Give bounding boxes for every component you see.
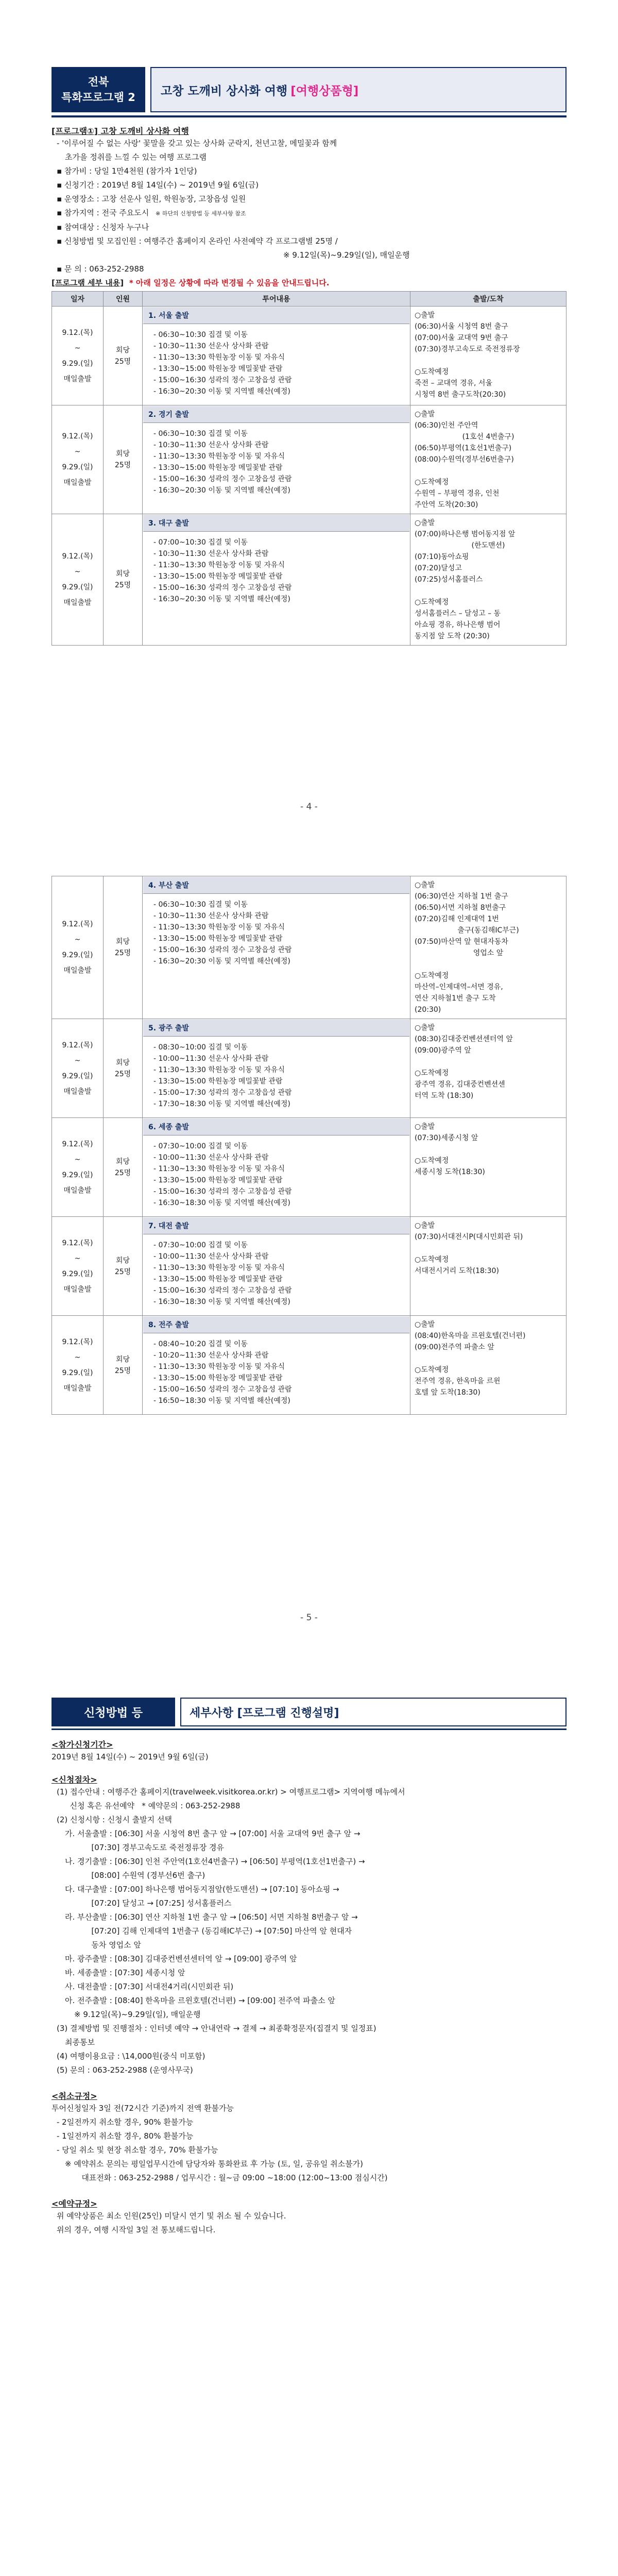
people-cell xyxy=(104,514,143,646)
people-text: 회당 xyxy=(115,1256,130,1265)
period-line: ▪ 신청기간 : 2019년 8월 14일(수) ~ 2019년 9월 6일(금) xyxy=(57,180,259,190)
meet-line: (07:00)서울 교대역 9번 출구 xyxy=(415,334,508,342)
meet-line: 출구(동김해IC부근) xyxy=(457,926,519,935)
tour-item: - 11:30~13:30 학원농장 이동 및 자유식 xyxy=(153,1264,285,1272)
procedure-title: <신청절차> xyxy=(52,1775,97,1785)
cancel-list xyxy=(52,2102,566,2185)
tour-cell xyxy=(143,307,410,405)
meet-line: 터역 도착 (18:30) xyxy=(415,1092,474,1100)
meet-line: 시청역 8번 출구도착(20:30) xyxy=(415,391,506,399)
tour-item: - 11:30~13:30 학원농장 이동 및 자유식 xyxy=(153,1066,285,1074)
tour-item: - 07:00~10:30 집결 및 이동 xyxy=(153,538,248,547)
tour-item: - 16:30~18:30 이동 및 지역별 해산(예정) xyxy=(153,1298,290,1306)
cancel-line: - 1일전까지 취소할 경우, 80% 환불가능 xyxy=(57,2131,194,2141)
procedure-line: 다. 대구출발 : [07:00] 하나은행 범어동지점앞(한도맨션) → [07:10] 동아쇼핑 → xyxy=(65,1885,339,1894)
page-number: - 4 - xyxy=(300,802,318,812)
detail-label: [프로그램 세부 내용] xyxy=(52,278,124,287)
meet-line: 죽전 – 교대역 경유, 서울 xyxy=(415,379,492,387)
meet-line: 영업소 앞 xyxy=(473,949,504,957)
procedure-line: [07:30] 경부고속도로 죽전정류장 경유 xyxy=(74,1843,224,1852)
tour-item: - 15:00~16:30 성곽의 정수 고창읍성 관람 xyxy=(153,1286,292,1295)
route-title: 6. 세종 출발 xyxy=(143,1118,409,1136)
meet-line: ○도착예정 xyxy=(415,1366,449,1374)
people-cell xyxy=(104,1316,143,1415)
meet-line: (1호선 4번출구) xyxy=(462,433,514,441)
tour-items xyxy=(143,1136,409,1216)
date-text: 9.29.(일) xyxy=(62,1368,93,1377)
procedure-line: 동차 영업소 앞 xyxy=(74,1940,141,1950)
meet-line: (20:30) xyxy=(415,1006,441,1014)
tour-item: - 13:30~15:00 학원농장 메밀꽃밭 관람 xyxy=(153,1374,283,1382)
route-title: 1. 서울 출발 xyxy=(143,307,409,324)
meet-line: ○도착예정 xyxy=(415,598,449,606)
date-text: ~ xyxy=(74,1353,81,1362)
meet-line: ○도착예정 xyxy=(415,478,449,486)
people-text: 25명 xyxy=(114,357,131,366)
date-text: 9.12.(목) xyxy=(62,920,93,928)
procedure-line: 마. 광주출발 : [08:30] 김대중컨벤션센터역 앞 → [09:00] 광주역 앞 xyxy=(65,1954,297,1963)
tour-cell xyxy=(143,876,410,1019)
tour-item: - 10:00~11:30 선운사 상사화 관람 xyxy=(153,1154,269,1162)
meet-line xyxy=(415,1056,562,1067)
program-desc-2: 초가을 정취를 느낄 수 있는 여행 프로그램 xyxy=(65,152,207,162)
method-note: ※ 9.12일(목)~9.29일(일), 매일운행 xyxy=(283,250,410,260)
tour-item: - 11:30~13:30 학원농장 이동 및 자유식 xyxy=(153,1363,285,1371)
program-badge xyxy=(52,67,145,112)
meet-line: ○출발 xyxy=(415,1123,435,1131)
detail-note: * 아래 일정은 상황에 따라 변경될 수 있음을 안내드립니다. xyxy=(129,278,330,287)
date-text: ~ xyxy=(74,936,81,944)
meet-line: ○출발 xyxy=(415,311,435,319)
meet-line: (06:50)부평역(1호선1번출구) xyxy=(415,444,512,452)
tour-item: - 13:30~15:00 학원농장 메밀꽃밭 관람 xyxy=(153,1077,283,1086)
cancel-line: ※ 예약취소 문의는 평일업무시간에 담당자와 통화완료 후 가능 (토, 일, 공유일 취소불가) xyxy=(65,2159,363,2168)
meet-line: ○출발 xyxy=(415,1024,435,1032)
meet-line: 성서홈플러스 – 달성고 – 동 xyxy=(415,609,501,618)
tour-item: - 10:30~11:30 선운사 상사화 관람 xyxy=(153,912,269,920)
tour-item: - 11:30~13:30 학원농장 이동 및 자유식 xyxy=(153,353,285,362)
detail-heading xyxy=(52,276,566,290)
schedule-table-1 xyxy=(52,291,566,646)
people-text: 회당 xyxy=(115,570,130,578)
cancel-line: 투어신청일자 3일 전(72시간 기준)까지 전액 환불가능 xyxy=(52,2104,234,2113)
meet-line: 연산 지하철1번 출구 도착 xyxy=(415,994,496,1003)
col-date: 일자 xyxy=(52,292,104,307)
tour-item: - 15:00~16:30 성곽의 정수 고창읍성 관람 xyxy=(153,584,292,592)
tour-item: - 13:30~15:00 학원농장 메밀꽃밭 관람 xyxy=(153,572,283,581)
meet-line: 광주역 경유, 김대중컨벤션센 xyxy=(415,1080,505,1089)
date-text: 9.12.(목) xyxy=(62,328,93,337)
meet-line xyxy=(415,959,562,970)
table-row xyxy=(52,514,566,646)
meet-line: 동지점 앞 도착 (20:30) xyxy=(415,632,490,640)
tour-item: - 10:30~11:30 선운사 상사화 관람 xyxy=(153,342,269,350)
date-cell xyxy=(52,1217,104,1316)
people-text: 회당 xyxy=(115,450,130,458)
table-row xyxy=(52,1118,566,1217)
date-text: 9.29.(일) xyxy=(62,951,93,959)
program-desc-1: - '이루어질 수 없는 사랑' 꽃말을 갖고 있는 상사화 군락지, 천년고찰, 메밀꽃과 함께 xyxy=(57,139,337,148)
details-title: 세부사항 [프로그램 진행설명] xyxy=(180,1698,566,1726)
procedure-line: 아. 전주출발 : [08:40] 한옥마을 르윈호텔(건너편) → [09:00] 전주역 파출소 앞 xyxy=(65,1996,335,2005)
meet-line: 수원역 – 부평역 경유, 인천 xyxy=(415,489,500,498)
target-line xyxy=(52,206,566,221)
procedure-line: [08:00] 수원역 (경부선6번 출구) xyxy=(74,1871,205,1880)
procedure-line: (5) 문의 : 063-252-2988 (운영사무국) xyxy=(57,2065,193,2075)
meet-cell xyxy=(410,1019,566,1118)
procedure-line: 가. 서울출발 : [06:30] 서울 시청역 8번 출구 앞 → [07:00] 서울 교대역 9번 출구 앞 → xyxy=(65,1829,360,1838)
tour-item: - 17:30~18:30 이동 및 지역별 해산(예정) xyxy=(153,1100,290,1108)
tour-item: - 06:30~10:30 집결 및 이동 xyxy=(153,430,248,438)
date-text: 9.12.(목) xyxy=(62,1041,93,1049)
date-text: ~ xyxy=(74,448,81,456)
tour-item: - 16:30~20:30 이동 및 지역별 해산(예정) xyxy=(153,486,290,495)
tour-items xyxy=(143,1333,409,1414)
reserve-line: 위 예약상품은 최소 인원(25인) 미달시 연기 및 취소 될 수 있습니다. xyxy=(57,2211,286,2221)
tour-item: - 15:00~16:30 성곽의 정수 고창읍성 관람 xyxy=(153,1188,292,1196)
route-title: 5. 광주 출발 xyxy=(143,1020,409,1037)
audience-line: ▪ 참여대상 : 신청자 누구나 xyxy=(57,223,149,232)
people-text: 25명 xyxy=(114,581,131,589)
page-6 xyxy=(0,1638,618,2576)
table-row xyxy=(52,1316,566,1415)
tour-item: - 10:00~11:30 선운사 상사화 관람 xyxy=(153,1252,269,1261)
meet-line: 세종시청 도착(18:30) xyxy=(415,1168,485,1176)
people-text: 25명 xyxy=(114,461,131,469)
people-text: 25명 xyxy=(114,949,131,957)
tour-cell xyxy=(143,1019,410,1118)
date-text: ~ xyxy=(74,1056,81,1065)
reserve-line: 위의 경우, 여행 시작일 3일 전 통보해드립니다. xyxy=(57,2225,216,2234)
people-cell xyxy=(104,876,143,1019)
header-divider xyxy=(52,115,566,117)
program-title: 고창 도깨비 상사화 여행 xyxy=(161,84,288,98)
date-text: 9.29.(일) xyxy=(62,359,93,368)
meet-line: (07:30)세종시청 앞 xyxy=(415,1134,478,1142)
meet-line: 서대전시거리 도착(18:30) xyxy=(415,1267,499,1275)
col-people: 인원 xyxy=(104,292,143,307)
meet-line: ○도착예정 xyxy=(415,1256,449,1264)
route-title: 8. 전주 출발 xyxy=(143,1316,409,1333)
date-cell xyxy=(52,307,104,405)
date-cell xyxy=(52,1316,104,1415)
people-cell xyxy=(104,1019,143,1118)
tour-item: - 15:00~16:30 성곽의 정수 고창읍성 관람 xyxy=(153,475,292,483)
meet-line: (07:20)김해 인제대역 1번 xyxy=(415,915,499,923)
tour-item: - 15:00~16:50 성곽의 정수 고창읍성 관람 xyxy=(153,1385,292,1394)
date-text: 9.29.(일) xyxy=(62,583,93,591)
fee-line: ▪ 참가비 : 당일 1만4천원 (참가자 1인당) xyxy=(57,166,197,176)
table-header-row xyxy=(52,292,566,307)
cancel-line: - 2일전까지 취소할 경우, 90% 환불가능 xyxy=(57,2117,194,2127)
procedure-line: [07:20] 김해 인제대역 1번출구 (동김해IC부근) → [07:50] 마산역 앞 현대자 xyxy=(74,1926,352,1936)
tour-item: - 16:30~20:30 이동 및 지역별 해산(예정) xyxy=(153,957,290,965)
date-text: 매일출발 xyxy=(63,599,92,607)
date-text: 매일출발 xyxy=(63,1384,92,1393)
details-divider xyxy=(52,1728,566,1730)
date-text: 매일출발 xyxy=(63,1285,92,1294)
meet-cell xyxy=(410,307,566,405)
date-text: 매일출발 xyxy=(63,1186,92,1195)
tour-item: - 10:00~11:30 선운사 상사화 관람 xyxy=(153,1055,269,1063)
date-cell xyxy=(52,876,104,1019)
cancel-line: - 당일 취소 및 현장 취소할 경우, 70% 환불가능 xyxy=(57,2145,218,2155)
tour-item: - 10:30~11:30 선운사 상사화 관람 xyxy=(153,550,269,558)
people-cell xyxy=(104,405,143,514)
meet-line: 호텔 앞 도착(18:30) xyxy=(415,1388,480,1397)
meet-line: (06:50)서면 지하철 8번출구 xyxy=(415,904,506,912)
meet-line xyxy=(415,465,562,477)
meet-line: (08:00)수원역(경부선6번출구) xyxy=(415,455,514,464)
page-5 xyxy=(0,819,618,1638)
meet-line: (07:10)동아쇼핑 xyxy=(415,553,469,561)
route-rows xyxy=(52,307,566,646)
people-text: 25명 xyxy=(114,1070,131,1078)
meet-line: (07:25)성서홈플러스 xyxy=(415,575,483,584)
procedure-line: 사. 대전출발 : [07:30] 서대전4거리(시민회관 뒤) xyxy=(65,1982,234,1991)
col-tour: 투어내용 xyxy=(143,292,410,307)
tour-item: - 13:30~15:00 학원농장 메밀꽃밭 관람 xyxy=(153,464,283,472)
people-text: 25명 xyxy=(114,1366,131,1375)
reserve-list xyxy=(52,2209,566,2237)
procedure-list xyxy=(52,1785,566,2077)
meet-cell xyxy=(410,876,566,1019)
people-cell xyxy=(104,307,143,405)
apply-period-title: <참가신청기간> xyxy=(52,1740,113,1750)
route-rows xyxy=(52,876,566,1415)
tour-item: - 15:00~16:30 성곽의 정수 고창읍성 관람 xyxy=(153,376,292,384)
method-line: ▪ 신청방법 및 모집인원 : 여행주간 홈페이지 온라인 사전예약 각 프로그램별 25명 / xyxy=(57,236,338,246)
meet-line: ○도착예정 xyxy=(415,1157,449,1165)
route-title: 2. 경기 출발 xyxy=(143,406,409,423)
date-text: 매일출발 xyxy=(63,479,92,487)
meet-line: (09:00)전주역 파출소 앞 xyxy=(415,1343,494,1351)
date-text: 9.12.(목) xyxy=(62,1337,93,1346)
tour-items xyxy=(143,1234,409,1315)
meet-line: ○도착예정 xyxy=(415,368,449,376)
tour-item: - 08:40~10:20 집결 및 이동 xyxy=(153,1340,248,1348)
procedure-line: 바. 세종출발 : [07:30] 세종시청 앞 xyxy=(65,1968,185,1977)
venue-line: ▪ 운영장소 : 고창 선운사 일원, 학원농장, 고창읍성 일원 xyxy=(57,194,246,204)
tour-item: - 07:30~10:00 집결 및 이동 xyxy=(153,1241,248,1249)
date-cell xyxy=(52,514,104,646)
table-row xyxy=(52,307,566,405)
tour-item: - 11:30~13:30 학원농장 이동 및 자유식 xyxy=(153,452,285,461)
tour-items xyxy=(143,532,409,612)
meet-cell xyxy=(410,1118,566,1217)
meet-line: (08:30)김대중컨벤션센터역 앞 xyxy=(415,1035,513,1043)
reserve-title: <예약규정> xyxy=(52,2199,97,2209)
meet-line: (07:30)서대전시P(대시민회관 뒤) xyxy=(415,1233,523,1241)
meet-cell xyxy=(410,1217,566,1316)
route-title: 4. 부산 출발 xyxy=(143,877,409,894)
meet-line: (06:30)서울 시청역 8번 출구 xyxy=(415,323,508,331)
meet-line: 전주역 경유, 한옥마을 르윈 xyxy=(415,1377,501,1385)
procedure-line: ※ 9.12일(목)~9.29일(일), 매일운행 xyxy=(74,2010,201,2019)
meet-line: ○출발 xyxy=(415,1320,435,1329)
program-header xyxy=(52,67,566,112)
meet-cell xyxy=(410,405,566,514)
meet-line: (09:00)광주역 앞 xyxy=(415,1046,471,1055)
people-text: 회당 xyxy=(115,1157,130,1166)
tour-items xyxy=(143,894,409,974)
tour-item: - 11:30~13:30 학원농장 이동 및 자유식 xyxy=(153,561,285,569)
people-text: 25명 xyxy=(114,1267,131,1276)
procedure-line: [07:20] 달성고 → [07:25] 성서홈플러스 xyxy=(74,1899,232,1908)
target-note: ※ 하단의 신청방법 등 세부사항 참조 xyxy=(155,210,246,217)
procedure-line: (4) 여행이용요금 : \14,000원(중식 미포함) xyxy=(57,2052,205,2061)
tour-cell xyxy=(143,405,410,514)
table-row xyxy=(52,876,566,1019)
date-text: 9.12.(목) xyxy=(62,1140,93,1148)
program-title-box xyxy=(150,67,566,112)
route-title: 7. 대전 출발 xyxy=(143,1217,409,1234)
tour-item: - 08:30~10:00 집결 및 이동 xyxy=(153,1043,248,1052)
program-tag: [여행상품형] xyxy=(290,84,359,98)
procedure-line: 라. 부산출발 : [06:30] 연산 지하철 1번 출구 앞 → [06:50] 서면 지하철 8번출구 앞 → xyxy=(65,1912,358,1922)
meet-line: (07:20)달성고 xyxy=(415,564,462,572)
people-text: 회당 xyxy=(115,1058,130,1067)
date-text: 매일출발 xyxy=(63,375,92,383)
meet-line: (07:30)경부고속도로 죽전정류장 xyxy=(415,345,520,353)
tour-item: - 07:30~10:00 집결 및 이동 xyxy=(153,1142,248,1150)
meet-line xyxy=(415,1243,562,1254)
tour-items xyxy=(143,423,409,503)
tour-item: - 13:30~15:00 학원농장 메밀꽃밭 관람 xyxy=(153,1275,283,1283)
tour-item: - 13:30~15:00 학원농장 메밀꽃밭 관람 xyxy=(153,1176,283,1184)
tour-item: - 10:30~11:30 선운사 상사화 관람 xyxy=(153,441,269,449)
page-4 xyxy=(0,0,618,819)
meet-cell xyxy=(410,514,566,646)
program-section-title: [프로그램①] 고창 도깨비 상사화 여행 xyxy=(52,126,189,136)
meet-line: (06:30)인천 주안역 xyxy=(415,421,478,430)
meet-line: 마산역–인제대역–서면 경유, xyxy=(415,983,503,991)
people-cell xyxy=(104,1118,143,1217)
meet-line: (06:30)연산 지하철 1번 출구 xyxy=(415,892,508,901)
col-meet: 출발/도착 xyxy=(410,292,566,307)
tour-item: - 16:30~20:30 이동 및 지역별 해산(예정) xyxy=(153,387,290,396)
meet-line: 주안역 도착(20:30) xyxy=(415,501,478,509)
people-text: 25명 xyxy=(114,1168,131,1177)
tour-item: - 15:00~17:30 성곽의 정수 고창읍성 관람 xyxy=(153,1089,292,1097)
meet-line xyxy=(415,355,562,366)
tour-item: - 16:50~18:30 이동 및 지역별 해산(예정) xyxy=(153,1397,290,1405)
procedure-line: 나. 경기출발 : [06:30] 인천 주안역(1호선4번출구) → [06:50] 부평역(1호선1번출구) → xyxy=(65,1857,365,1866)
tour-item: - 16:30~18:30 이동 및 지역별 해산(예정) xyxy=(153,1199,290,1207)
tour-cell xyxy=(143,1316,410,1415)
meet-line: ○도착예정 xyxy=(415,972,449,980)
meet-line xyxy=(415,1353,562,1364)
date-text: 매일출발 xyxy=(63,967,92,975)
meet-line: ○출발 xyxy=(415,519,435,527)
tour-items xyxy=(143,1037,409,1117)
date-text: ~ xyxy=(74,1254,81,1263)
procedure-line: (1) 접수안내 : 여행주간 홈페이지(travelweek.visitkorea.or.kr) > 여행프로그램> 지역여행 메뉴에서 xyxy=(57,1787,405,1797)
meet-line: ○출발 xyxy=(415,1222,435,1230)
date-text: ~ xyxy=(74,568,81,576)
date-text: ~ xyxy=(74,344,81,352)
meet-line xyxy=(415,1144,562,1155)
schedule-table-2 xyxy=(52,876,566,1415)
details-badge: 신청방법 등 xyxy=(52,1698,175,1726)
tour-item: - 06:30~10:30 집결 및 이동 xyxy=(153,901,248,909)
badge-line1: 전북 xyxy=(88,76,109,88)
table-row xyxy=(52,1217,566,1316)
tour-items xyxy=(143,324,409,404)
tour-item: - 15:00~16:30 성곽의 정수 고창읍성 관람 xyxy=(153,946,292,954)
meet-line: ○도착예정 xyxy=(415,1069,449,1077)
apply-period-text: 2019년 8월 14일(수) ~ 2019년 9월 6일(금) xyxy=(52,1752,209,1761)
date-text: ~ xyxy=(74,1155,81,1164)
target-text: ▪ 참가지역 : 전국 주요도시 xyxy=(57,208,149,217)
date-text: 9.12.(목) xyxy=(62,552,93,561)
route-title: 3. 대구 출발 xyxy=(143,515,409,532)
tour-item: - 11:30~13:30 학원농장 이동 및 자유식 xyxy=(153,923,285,931)
date-text: 9.29.(일) xyxy=(62,1269,93,1278)
cancel-title: <취소규정> xyxy=(52,2091,97,2101)
meet-line: (한도맨션) xyxy=(471,541,505,550)
date-text: 9.12.(목) xyxy=(62,1239,93,1247)
meet-line: 아쇼핑 경유, 하나은행 범어 xyxy=(415,621,501,629)
badge-line2: 특화프로그램 2 xyxy=(61,91,135,104)
date-cell xyxy=(52,405,104,514)
procedure-line: 신청 혹은 유선예약 * 예약문의 : 063-252-2988 xyxy=(65,1801,241,1810)
meet-line: (07:00)하나은행 범어동지점 앞 xyxy=(415,530,516,538)
tour-cell xyxy=(143,1118,410,1217)
date-text: 매일출발 xyxy=(63,1087,92,1096)
table-row xyxy=(52,1019,566,1118)
people-text: 회당 xyxy=(115,938,130,946)
people-text: 회당 xyxy=(115,1355,130,1364)
page-number: - 5 - xyxy=(300,1613,318,1623)
procedure-line: 최종통보 xyxy=(65,2038,95,2047)
tour-item: - 11:30~13:30 학원농장 이동 및 자유식 xyxy=(153,1165,285,1173)
date-cell xyxy=(52,1019,104,1118)
cancel-line: 대표전화 : 063-252-2988 / 업무시간 : 월~금 09:00 ~18:00 (12:00~13:00 점심시간) xyxy=(74,2173,388,2182)
contact-line: ▪ 문 의 : 063-252-2988 xyxy=(57,264,144,274)
procedure-line: (2) 신청시항 : 신청시 출발지 선택 xyxy=(57,1815,173,1824)
tour-item: - 16:30~20:30 이동 및 지역별 해산(예정) xyxy=(153,595,290,603)
table-row xyxy=(52,405,566,514)
date-text: 9.29.(일) xyxy=(62,463,93,471)
procedure-line: (3) 결제방법 및 진행절차 : 인터넷 예약 → 안내연락 → 결제 → 최종확정문자(집결지 및 일정표) xyxy=(57,2024,376,2033)
date-text: 9.29.(일) xyxy=(62,1171,93,1179)
date-cell xyxy=(52,1118,104,1217)
meet-line: (07:50)마산역 앞 현대자동차 xyxy=(415,938,508,946)
tour-item: - 13:30~15:00 학원농장 메밀꽃밭 관람 xyxy=(153,935,283,943)
meet-line: ○출발 xyxy=(415,410,435,418)
tour-item: - 10:20~11:30 선운사 상사화 관람 xyxy=(153,1351,269,1360)
people-cell xyxy=(104,1217,143,1316)
tour-item: - 13:30~15:00 학원농장 메밀꽃밭 관람 xyxy=(153,365,283,373)
date-text: 9.29.(일) xyxy=(62,1072,93,1080)
meet-cell xyxy=(410,1316,566,1415)
meet-line xyxy=(415,585,562,597)
meet-line: (08:40)한옥마을 르윈호텔(건너편) xyxy=(415,1332,526,1340)
tour-cell xyxy=(143,1217,410,1316)
date-text: 9.12.(목) xyxy=(62,432,93,440)
details-header xyxy=(52,1698,566,1726)
tour-cell xyxy=(143,514,410,646)
tour-item: - 06:30~10:30 집결 및 이동 xyxy=(153,331,248,339)
meet-line: ○출발 xyxy=(415,881,435,889)
people-text: 회당 xyxy=(115,346,130,354)
